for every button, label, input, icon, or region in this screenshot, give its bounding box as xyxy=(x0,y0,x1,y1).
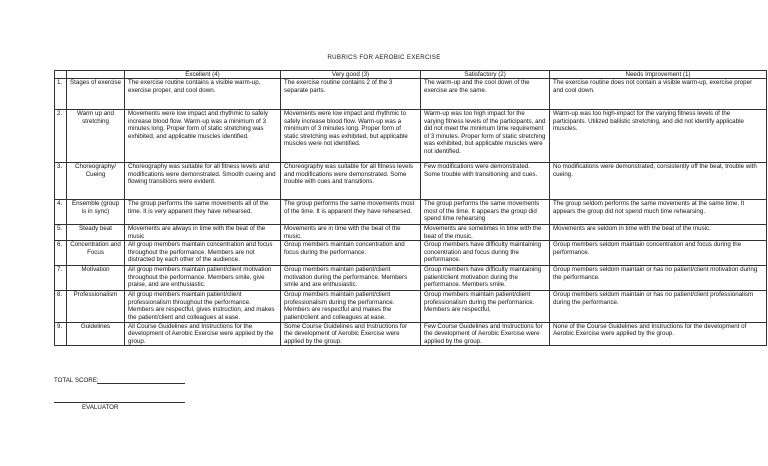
table-row xyxy=(55,241,767,266)
row-number: 4. xyxy=(55,200,67,225)
table-row xyxy=(55,322,767,346)
table-row xyxy=(55,110,767,163)
cell-excellent: All Course Guidelines and Instructions for the development of Aerobic Exercise were applied by the group. xyxy=(125,322,281,346)
row-number: 1. xyxy=(55,79,67,110)
cell-very-good: Some Course Guidelines and Instructions for the development of Aerobic Exercise were applied by the group. xyxy=(281,322,421,346)
criterion-cell: Ensemble (group is in sync) xyxy=(67,200,125,225)
cell-needs-improvement: Movements are seldom in time with the beat of the music. xyxy=(550,225,767,241)
cell-excellent: The group performs the same movements all of the time. It is very apparent they have rehearsed. xyxy=(125,200,281,225)
table-row xyxy=(55,163,767,200)
cell-very-good: The exercise routine contains 2 of the 3 separate parts. xyxy=(281,79,421,110)
criterion-cell: Choreography/ Cueing xyxy=(67,163,125,200)
cell-excellent: All group members maintain patient/client professionalism throughout the performance. Members are respectful, gives instruction, and makes the patient/client and colleagues at ease. xyxy=(125,291,281,322)
criterion-cell: Stages of exercise xyxy=(67,79,125,110)
cell-very-good: Movements are in time with the beat of the music. xyxy=(281,225,421,241)
total-score-label: TOTAL SCORE: xyxy=(54,377,99,384)
cell-needs-improvement: The group seldom performs the same movements at the same time. It appears the group did not spend much time rehearsing. xyxy=(550,200,767,225)
row-number: 8. xyxy=(55,291,67,322)
cell-very-good: Group members maintain patient/client motivation during the performance. Members smile and are enthusiastic. xyxy=(281,266,421,291)
cell-excellent: Movements are always in time with the beat of the music xyxy=(125,225,281,241)
header-row xyxy=(55,71,767,79)
cell-satisfactory: The group performs the same movements most of the time. It appears the group did spend time rehearsing xyxy=(421,200,550,225)
evaluator-label: EVALUATOR xyxy=(82,404,119,411)
cell-satisfactory: Few Course Guidelines and Instructions for the development of Aerobic Exercise were applied by the group. xyxy=(421,322,550,346)
criterion-cell: Motivation xyxy=(67,266,125,291)
column-header-excellent: Excellent (4) xyxy=(125,71,281,79)
row-number: 2. xyxy=(55,110,67,163)
cell-excellent: The exercise routine contains a visible warm-up, exercise proper, and cool down. xyxy=(125,79,281,110)
cell-very-good: The group performs the same movements most of the time. It is apparent they have rehearsed. xyxy=(281,200,421,225)
cell-satisfactory: Group members have difficulty maintaining concentration and focus during the performance. xyxy=(421,241,550,266)
cell-very-good: Choreography was suitable for all fitness levels and modifications were demonstrated. Some trouble with cues and transitions. xyxy=(281,163,421,200)
document-title: RUBRICS FOR AEROBIC EXERCISE xyxy=(327,54,441,61)
cell-satisfactory: The warm-up and the cool down of the exercise are the same. xyxy=(421,79,550,110)
cell-satisfactory: Group members maintain patient/client professionalism during the performance. Members are respectful, xyxy=(421,291,550,322)
cell-satisfactory: Movements are sometimes in time with the beat of the music. xyxy=(421,225,550,241)
table-row xyxy=(55,79,767,110)
cell-excellent: Choreography was suitable for all fitness levels and modifications were demonstrated. Smooth cueing and flowing transitions were evident. xyxy=(125,163,281,200)
cell-needs-improvement: Group members seldom maintain concentration and focus during the performance. xyxy=(550,241,767,266)
cell-needs-improvement: The exercise routine does not contain a visible warm-up, exercise proper and cool down. xyxy=(550,79,767,110)
cell-needs-improvement: None of the Course Guidelines and Instructions for the development of Aerobic Exercise were applied by the group. xyxy=(550,322,767,346)
criterion-cell: Guidelines xyxy=(67,322,125,346)
table-row xyxy=(55,200,767,225)
row-number: 9. xyxy=(55,322,67,346)
criterion-cell: Concentration and Focus xyxy=(67,241,125,266)
row-number: 5. xyxy=(55,225,67,241)
cell-satisfactory: Group members have difficulty maintaining patient/client motivation during the performance. Members smile. xyxy=(421,266,550,291)
column-header-needs-improvement: Needs Improvement (1) xyxy=(550,71,767,79)
corner-cell xyxy=(55,71,67,79)
criterion-header-cell xyxy=(67,71,125,79)
cell-excellent: Movements were low impact and rhythmic to safely increase blood flow. Warm-up was a minimum of 3 minutes long. Proper form of static stretching was exhibited, and applicable muscles identified. xyxy=(125,110,281,163)
cell-very-good: Movements were low impact and rhythmic to safely increase blood flow. Warm-up was a minimum of 3 minutes long. Proper form of static stretching was exhibited, but applicable muscles were not identified. xyxy=(281,110,421,163)
cell-excellent: All group members maintain concentration and focus throughout the performance. Members are not distracted by each other of the audience. xyxy=(125,241,281,266)
cell-needs-improvement: Group members seldom maintain or has no patient/client motivation during the performance. xyxy=(550,266,767,291)
table-row xyxy=(55,266,767,291)
evaluator-line xyxy=(54,402,185,403)
row-number: 3. xyxy=(55,163,67,200)
rubric-table xyxy=(54,70,767,346)
table-row xyxy=(55,291,767,322)
cell-satisfactory: Warm-up was too high impact for the varying fitness levels of the participants, and did not meet the minimum time requirement of 3 minutes. Proper form of static stretching was exhibited, but applicable muscles were not identified. xyxy=(421,110,550,163)
cell-needs-improvement: Group members seldom maintain or has no patient/client professionalism during the performance. xyxy=(550,291,767,322)
cell-satisfactory: Few modifications were demonstrated. Some trouble with transitioning and cues. xyxy=(421,163,550,200)
cell-needs-improvement: No modifications were demonstrated, consistently off the beat, trouble with cueing. xyxy=(550,163,767,200)
column-header-satisfactory: Satisfactory (2) xyxy=(421,71,550,79)
row-number: 7. xyxy=(55,266,67,291)
row-number: 6. xyxy=(55,241,67,266)
column-header-very-good: Very good (3) xyxy=(281,71,421,79)
cell-very-good: Group members maintain concentration and focus during the performance. xyxy=(281,241,421,266)
cell-needs-improvement: Warm-up was too high-impact for the varying fitness levels of the participants. Utilized ballistic stretching, and did not identify applicable muscles. xyxy=(550,110,767,163)
cell-very-good: Group members maintain patient/client professionalism during the performance. Members are respectful and makes the patient/client and colleagues at ease. xyxy=(281,291,421,322)
total-score-line xyxy=(97,383,185,384)
criterion-cell: Professionalism xyxy=(67,291,125,322)
criterion-cell: Warm up and stretching xyxy=(67,110,125,163)
table-row xyxy=(55,225,767,241)
cell-excellent: All group members maintain patient/client motivation throughout the performance. Members smile, give praise, and are enthusiastic. xyxy=(125,266,281,291)
criterion-cell: Steady beat xyxy=(67,225,125,241)
